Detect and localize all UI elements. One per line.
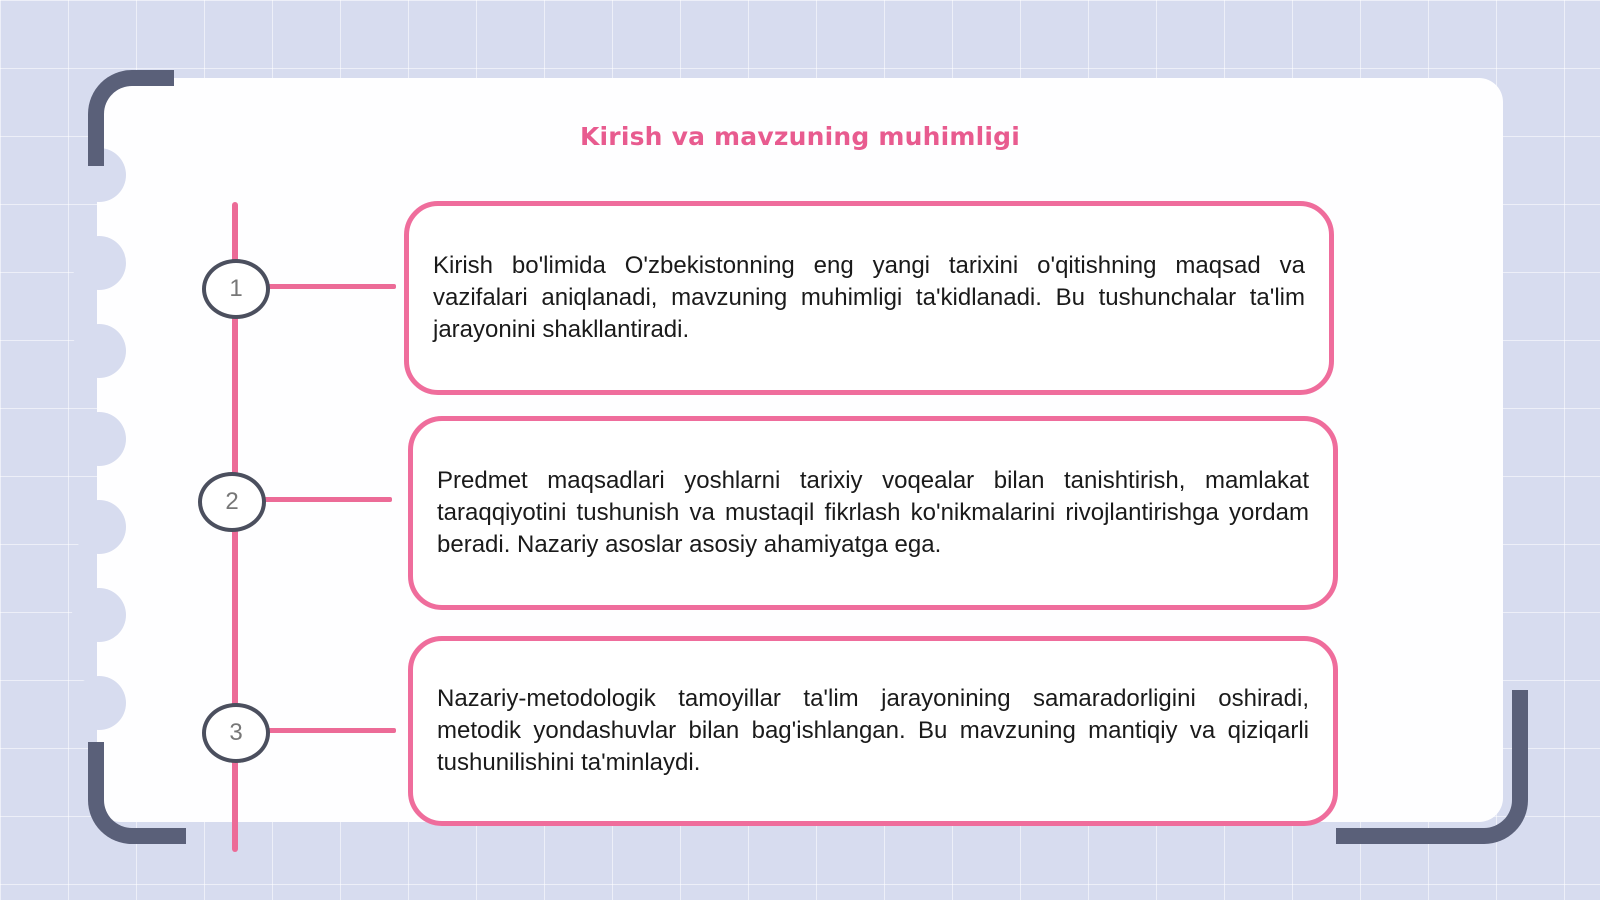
slide-title: Kirish va mavzuning muhimligi [579, 122, 1021, 151]
timeline-connector [266, 284, 396, 289]
corner-bracket-bottom-right [1336, 690, 1528, 844]
step-card-2 [408, 416, 1338, 610]
sheet-notch [72, 412, 126, 466]
corner-bracket-bottom-left [88, 742, 186, 844]
sheet-notch [72, 236, 126, 290]
sheet-notch [72, 324, 126, 378]
step-text-2: Predmet maqsadlari yoshlarni tarixiy voqealar bilan tanishtirish, mamlakat taraqqiyotini tushunish va mustaqil fikrlash ko'nikmalarini rivojlantirishga yordam beradi. Nazariy asoslar asosiy ahamiyatga ega. [437, 467, 1309, 558]
step-text-1: Kirish bo'limida O'zbekistonning eng yangi tarixini o'qitishning maqsad va vazifalari aniqlanadi, mavzuning muhimligi ta'kidlanadi. Bu tushunchalar ta'lim jarayonini shakllantiradi. [433, 252, 1305, 343]
step-card-1 [404, 201, 1334, 395]
timeline-connector [262, 497, 392, 502]
sheet-notch [72, 676, 126, 730]
sheet-notch [72, 500, 126, 554]
sheet-notch [72, 588, 126, 642]
corner-bracket-top-left [88, 70, 174, 166]
step-number-1: 1 [202, 259, 270, 319]
timeline-connector [266, 728, 396, 733]
step-number-3: 3 [202, 703, 270, 763]
step-number-2: 2 [198, 472, 266, 532]
step-card-3 [408, 636, 1338, 826]
step-text-3: Nazariy-metodologik tamoyillar ta'lim jarayonining samaradorligini oshiradi, metodik yondashuvlar bilan bag'ishlangan. Bu mavzuning mantiqiy va qiziqarli tushunilishini ta'minlaydi. [437, 685, 1309, 776]
